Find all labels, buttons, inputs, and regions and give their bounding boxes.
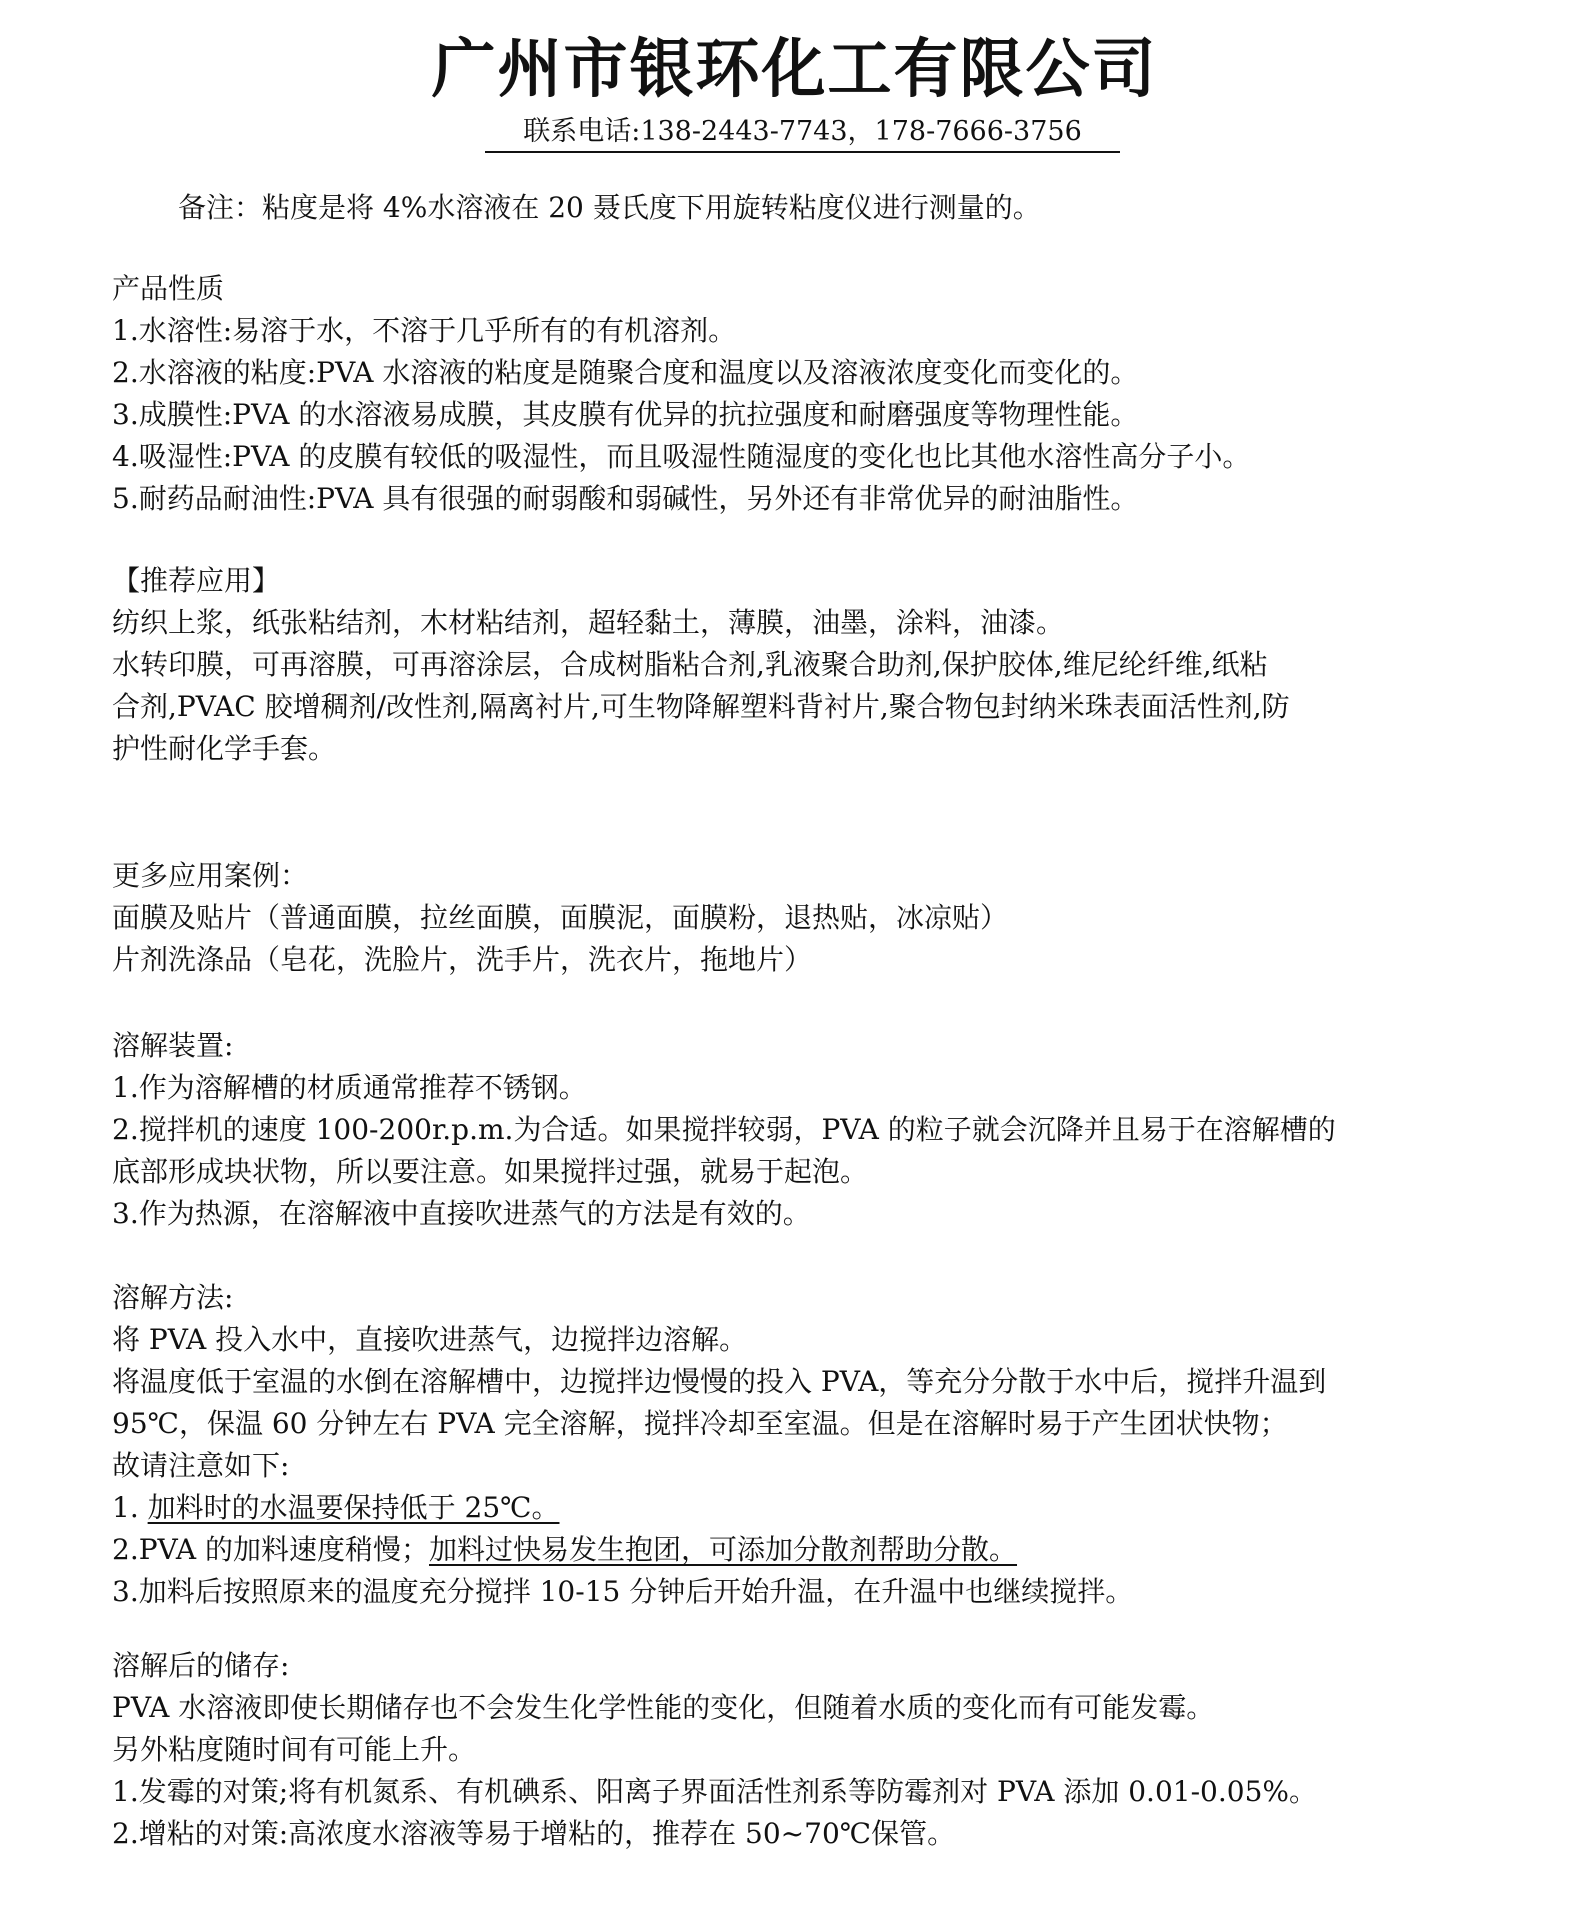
device-line: 底部形成块状物，所以要注意。如果搅拌过强，就易于起泡。 (112, 1155, 869, 1188)
property-item: 3.成膜性:PVA 的水溶液易成膜，其皮膜有优异的抗拉强度和耐磨强度等物理性能。 (112, 398, 1139, 431)
device-line: 2.搅拌机的速度 100-200r.p.m.为合适。如果搅拌较弱，PVA 的粒子就会沉降并且易于在溶解槽的 (112, 1113, 1336, 1146)
method-item-1 (112, 1487, 1492, 1529)
property-item: 4.吸湿性:PVA 的皮膜有较低的吸湿性，而且吸湿性随湿度的变化也比其他水溶性高分子小。 (112, 440, 1251, 473)
dissolving-method-section (112, 1277, 1492, 1613)
device-line: 3.作为热源，在溶解液中直接吹进蒸气的方法是有效的。 (112, 1197, 811, 1230)
method-line: 将 PVA 投入水中，直接吹进蒸气，边搅拌边溶解。 (112, 1323, 748, 1356)
item-prefix: 1. (112, 1491, 148, 1524)
property-item: 2.水溶液的粘度:PVA 水溶液的粘度是随聚合度和温度以及溶液浓度变化而变化的。 (112, 356, 1139, 389)
storage-line: 1.发霉的对策;将有机氮系、有机碘系、阳离子界面活性剂系等防霉剂对 PVA 添加 0.01-0.05%。 (112, 1775, 1317, 1808)
device-line: 1.作为溶解槽的材质通常推荐不锈钢。 (112, 1071, 587, 1104)
section-heading: 溶解装置: (112, 1029, 234, 1062)
storage-line: 另外粘度随时间有可能上升。 (112, 1733, 477, 1766)
application-line: 护性耐化学手套。 (112, 732, 337, 765)
section-heading: 更多应用案例： (112, 859, 309, 892)
storage-line: 2.增粘的对策:高浓度水溶液等易于增粘的，推荐在 50~70℃保管。 (112, 1817, 956, 1850)
company-title: 广州市银环化工有限公司 (431, 33, 1158, 107)
underlined-note: 加料过快易发生抱团，可添加分散剂帮助分散。 (429, 1533, 1018, 1566)
method-item-2 (112, 1529, 1492, 1571)
method-line: 95℃，保温 60 分钟左右 PVA 完全溶解，搅拌冷却至室温。但是在溶解时易于产生团状快物； (112, 1407, 1288, 1440)
property-item: 1.水溶性:易溶于水，不溶于几乎所有的有机溶剂。 (112, 314, 737, 347)
method-line: 故请注意如下: (112, 1449, 290, 1482)
application-line: 水转印膜，可再溶膜，可再溶涂层，合成树脂粘合剂,乳液聚合助剂,保护胶体,维尼纶纤维,纸粘 (112, 648, 1268, 681)
application-line: 合剂,PVAC 胶增稠剂/改性剂,隔离衬片,可生物降解塑料背衬片,聚合物包封纳米珠表面活性剂,防 (112, 690, 1290, 723)
section-heading: 产品性质 (112, 272, 225, 305)
more-cases-section (112, 855, 1492, 981)
method-item-3: 3.加料后按照原来的温度充分搅拌 10-15 分钟后开始升温，在升温中也继续搅拌。 (112, 1575, 1134, 1608)
dissolving-device-section (112, 1025, 1492, 1235)
product-properties-section (112, 268, 1492, 520)
section-heading: 溶解后的储存: (112, 1649, 290, 1682)
application-line: 纺织上浆，纸张粘结剂，木材粘结剂，超轻黏土，薄膜，油墨，涂料，油漆。 (112, 606, 1065, 639)
method-line: 将温度低于室温的水倒在溶解槽中，边搅拌边慢慢的投入 PVA，等充分分散于水中后，搅拌升温到 (112, 1365, 1327, 1398)
property-item: 5.耐药品耐油性:PVA 具有很强的耐弱酸和弱碱性，另外还有非常优异的耐油脂性。 (112, 482, 1139, 515)
recommended-applications-section (112, 560, 1492, 770)
viscosity-note: 备注：粘度是将 4%水溶液在 20 聂氏度下用旋转粘度仪进行测量的。 (178, 191, 1041, 224)
storage-section (112, 1645, 1492, 1855)
contact-phone: 联系电话:138-2443-7743，178-7666-3756 (485, 113, 1120, 153)
item-prefix: 2.PVA 的加料速度稍慢； (112, 1533, 429, 1566)
section-heading: 溶解方法: (112, 1281, 234, 1314)
underlined-note: 加料时的水温要保持低于 25℃。 (147, 1491, 560, 1524)
storage-line: PVA 水溶液即使长期储存也不会发生化学性能的变化，但随着水质的变化而有可能发霉。 (112, 1691, 1215, 1724)
case-line: 面膜及贴片（普通面膜，拉丝面膜，面膜泥，面膜粉，退热贴，冰凉贴） (112, 901, 1009, 934)
case-line: 片剂洗涤品（皂花，洗脸片，洗手片，洗衣片，拖地片） (112, 943, 813, 976)
section-heading: 【推荐应用】 (112, 564, 281, 597)
